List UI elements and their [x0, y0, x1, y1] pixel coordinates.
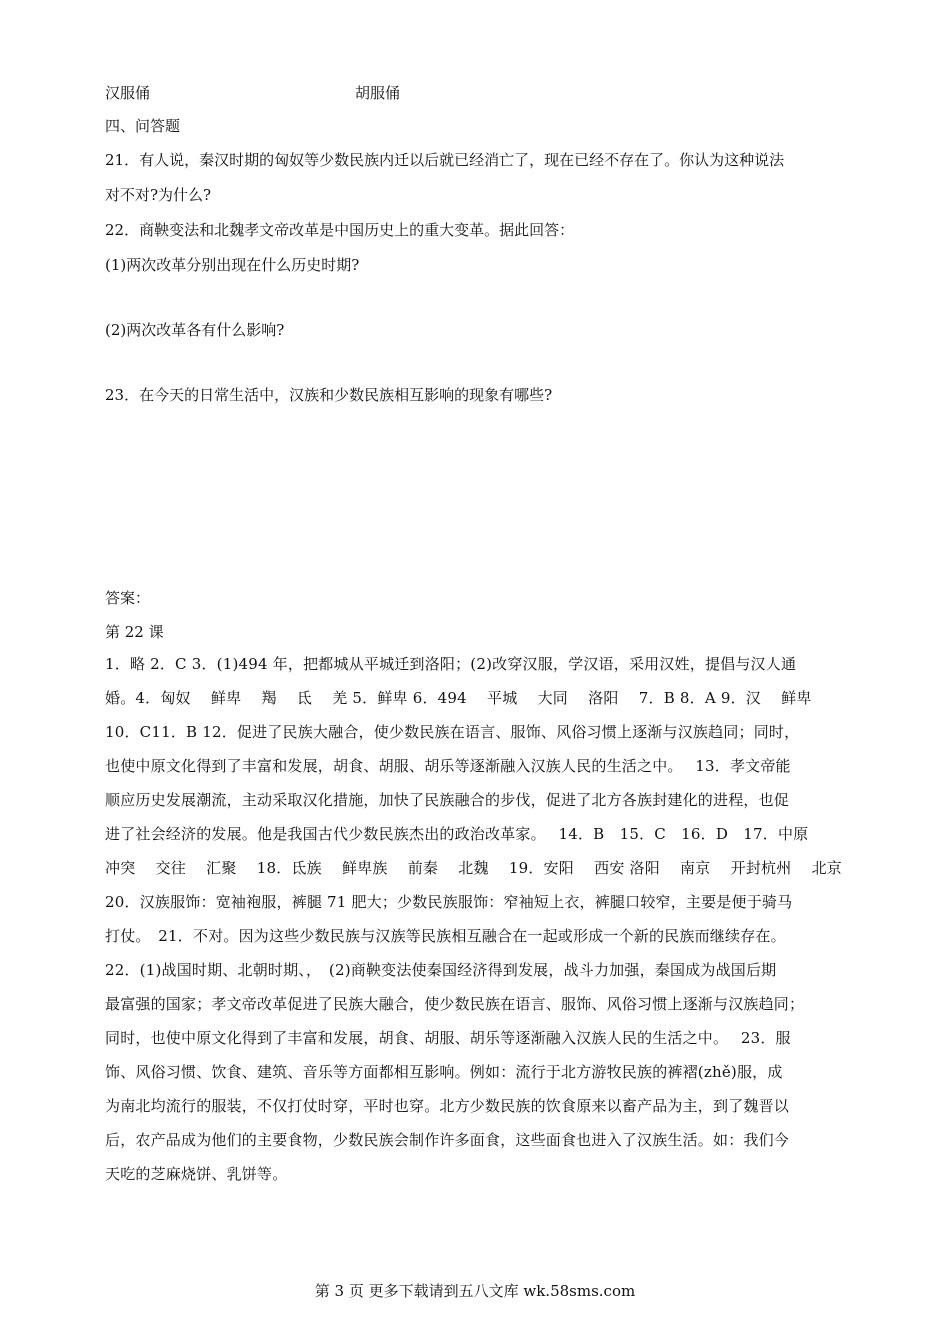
- lesson-heading: 第 22 课: [105, 623, 164, 641]
- answer-line: 冲突 交往 汇聚 18．氐族 鲜卑族 前秦 北魏 19．安阳 西安 洛阳 南京 开封杭州 北京: [105, 859, 842, 877]
- question-22-part-1: (1)两次改革分别出现在什么历史时期?: [105, 256, 360, 274]
- section-title: 四、问答题: [105, 117, 181, 135]
- question-21-line-2: 对不对?为什么?: [105, 186, 212, 204]
- answer-line: 天吃的芝麻烧饼、乳饼等。: [105, 1165, 288, 1183]
- question-23: 23．在今天的日常生活中，汉族和少数民族相互影响的现象有哪些?: [105, 386, 553, 404]
- answer-line: 22．(1)战国时期、北朝时期、， (2)商鞅变法使秦国经济得到发展，战斗力加强，秦国成为战国后期: [105, 961, 777, 979]
- answer-line: 1．略 2．C 3．(1)494 年，把都城从平城迁到洛阳；(2)改穿汉服，学汉语，采用汉姓，提倡与汉人通: [105, 655, 797, 673]
- answer-line: 同时，也使中原文化得到了丰富和发展，胡食、胡服、胡乐等逐渐融入汉族人民的生活之中。 23．服: [105, 1029, 791, 1047]
- answer-line: 10．C11．B 12．促进了民族大融合，使少数民族在语言、服饰、风俗习惯上逐渐与汉族趋同；同时，: [105, 723, 800, 741]
- answer-line: 婚。4．匈奴 鲜卑 羯 氐 羌 5．鲜卑 6．494 平城 大同 洛阳 7．B 8．A 9．汉 鲜卑: [105, 689, 812, 707]
- answers-heading: 答案：: [105, 589, 151, 607]
- answer-line: 也使中原文化得到了丰富和发展，胡食、胡服、胡乐等逐渐融入汉族人民的生活之中。 13．孝文帝能: [105, 757, 791, 775]
- answer-line: 饰、风俗习惯、饮食、建筑、音乐等方面都相互影响。例如：流行于北方游牧民族的裤褶(zhě)服，成: [105, 1063, 783, 1081]
- answer-line: 打仗。 21．不对。因为这些少数民族与汉族等民族相互融合在一起或形成一个新的民族而继续存在。: [105, 927, 786, 945]
- answer-line: 20．汉族服饰：宽袖袍服，裤腿 71 肥大；少数民族服饰：窄袖短上衣，裤腿口较窄，主要是便于骑马: [105, 893, 793, 911]
- caption-hu-figurine: 胡服俑: [355, 84, 401, 102]
- caption-han-figurine: 汉服俑: [105, 84, 151, 102]
- question-21-line-1: 21．有人说，秦汉时期的匈奴等少数民族内迁以后就已经消亡了，现在已经不存在了。你认为这种说法: [105, 151, 785, 169]
- answer-line: 顺应历史发展潮流，主动采取汉化措施，加快了民族融合的步伐，促进了北方各族封建化的进程，也促: [105, 791, 790, 809]
- answer-line: 后，农产品成为他们的主要食物，少数民族会制作许多面食，这些面食也进入了汉族生活。如：我们今: [105, 1131, 790, 1149]
- question-22-stem: 22．商鞅变法和北魏孝文帝改革是中国历史上的重大变革。据此回答：: [105, 221, 575, 239]
- page-footer: 第 3 页 更多下载请到五八文库 wk.58sms.com: [314, 1282, 636, 1300]
- answer-line: 进了社会经济的发展。他是我国古代少数民族杰出的政治改革家。 14．B 15．C 16．D 17．中原: [105, 825, 809, 843]
- answer-line: 最富强的国家；孝文帝改革促进了民族大融合，使少数民族在语言、服饰、风俗习惯上逐渐与汉族趋同；: [105, 995, 805, 1013]
- question-22-part-2: (2)两次改革各有什么影响?: [105, 321, 285, 339]
- answer-line: 为南北均流行的服装，不仅打仗时穿，平时也穿。北方少数民族的饮食原来以畜产品为主，到了魏晋以: [105, 1097, 790, 1115]
